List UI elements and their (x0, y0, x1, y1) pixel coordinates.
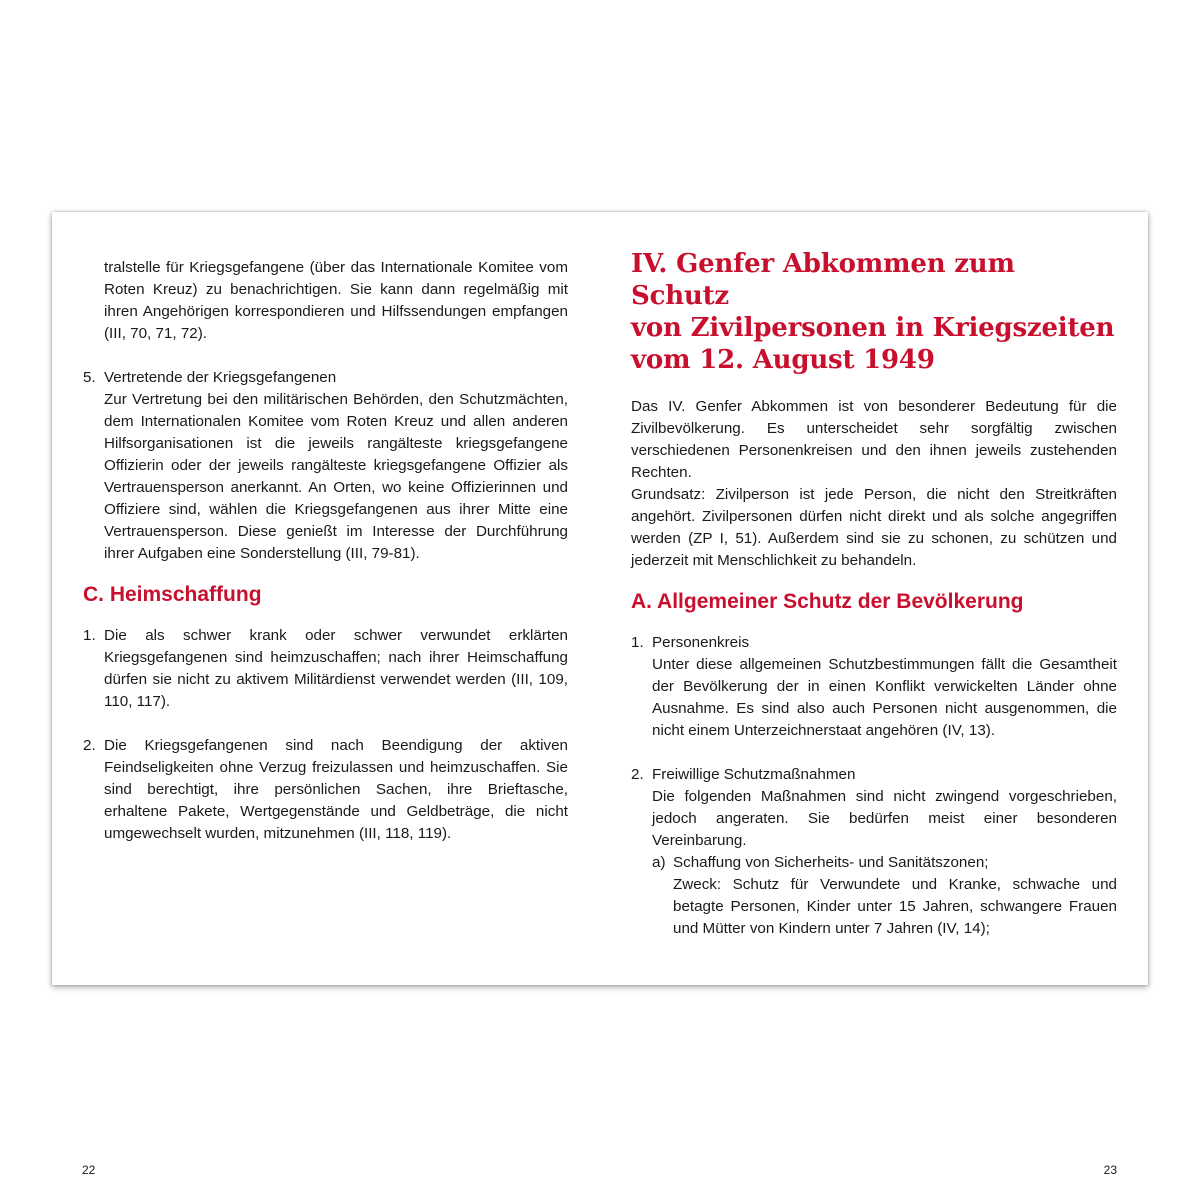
principle-paragraph: Grundsatz: Zivilperson ist jede Person, die nicht den Streitkräften angehört. Zivilpersonen dürfen nicht direkt und als solche angegriffen werden (ZP I, 51). Außerdem sind sie zu schonen, zu schützen und jederzeit mit Menschlichkeit zu behandeln. (631, 486, 1117, 569)
list-item-body: Unter diese allgemeinen Schutzbestimmungen fällt die Gesamtheit der Bevölkerung der in einen Konflikt verwickelten Länder ohne Ausnahme. Es sind also auch Personen nicht ausgenommen, die nicht einem Unterzeichnerstaat angehören (IV, 13). (652, 656, 1117, 739)
intro-paragraph: Das IV. Genfer Abkommen ist von besonderer Bedeutung für die Zivilbevölkerung. Es unterscheidet sehr sorgfältig zwischen verschiedenen Personenkreisen und den ihnen jeweils zustehenden Rechten. (631, 398, 1117, 481)
chapter-title-line: IV. Genfer Abkommen zum Schutz (631, 249, 1015, 311)
list-item-body: Die folgenden Maßnahmen sind nicht zwingend vorgeschrieben, jedoch angeraten. Sie bedürfen meist einer besonderen Vereinbarung. (652, 788, 1117, 849)
left-page (52, 212, 600, 1177)
left-page-text (83, 257, 568, 845)
sub-item-body: Zweck: Schutz für Verwundete und Kranke, schwache und betagte Personen, Kinder unter 15 Jahren, schwangere Frauen und Mütter von Kindern unter 7 Jahren (IV, 14); (673, 876, 1117, 937)
sub-item-letter: a) (652, 854, 666, 871)
list-item-5 (83, 367, 568, 565)
list-item-title: Vertretende der Kriegsgefangenen (104, 369, 337, 386)
list-item-title: Freiwillige Schutzmaßnahmen (652, 766, 856, 783)
list-item-number: 5. (83, 369, 96, 386)
right-page-text (631, 248, 1117, 940)
page-number: 23 (1103, 1163, 1117, 1177)
sub-item-a (652, 852, 1117, 940)
list-item (83, 625, 568, 713)
section-heading-c: C. Heimschaffung (83, 583, 262, 606)
list-item-title: Personenkreis (652, 634, 750, 651)
list-item-1 (631, 632, 1117, 742)
list-item-number: 2. (83, 737, 96, 754)
book-spread (52, 212, 1148, 1177)
chapter-title-line: vom 12. August 1949 (631, 345, 935, 375)
page-number: 22 (82, 1163, 96, 1177)
section-heading-a: A. Allgemeiner Schutz der Bevölkerung (631, 590, 1024, 613)
sub-item-title: Schaffung von Sicherheits- und Sanitätszonen; (673, 854, 989, 871)
chapter-title (631, 248, 1117, 376)
list-item (83, 735, 568, 845)
list-item-number: 1. (83, 627, 96, 644)
list-item-2 (631, 764, 1117, 940)
list-item-number: 1. (631, 634, 644, 651)
list-item-body: Die Kriegsgefangenen sind nach Beendigung der aktiven Feindseligkeiten ohne Verzug freizulassen und heimzuschaffen. Sie sind berechtigt, ihre persönlichen Sachen, ihre Brieftasche, erhaltene Pakete, Wertgegenstände und Geldbeträge, die nicht umgewechselt wurden, mitzunehmen (III, 118, 119). (104, 737, 568, 842)
list-item-body: Die als schwer krank oder schwer verwundet erklärten Kriegsgefangenen sind heimzuschaffen; nach ihrer Heimschaffung dürfen sie nicht zu aktivem Militärdienst verwendet werden (III, 109, 110, 117). (104, 627, 568, 710)
chapter-title-line: von Zivilpersonen in Kriegszeiten (631, 313, 1115, 343)
list-item-number: 2. (631, 766, 644, 783)
right-page (600, 212, 1148, 1177)
list-item-body: Zur Vertretung bei den militärischen Behörden, den Schutzmächten, dem Internationalen Komitee vom Roten Kreuz und allen anderen Hilfsorganisationen ist die jeweils rangälteste kriegsgefangene Offizierin oder der jeweils rangälteste kriegsgefangene Offizier als Vertrauensperson anerkannt. An Orten, wo keine Offizierinnen und Offiziere sind, wählen die Kriegsgefangenen aus ihrer Mitte eine Vertrauensperson. Diese genießt im Interesse der Durchführung ihrer Aufgaben eine Sonderstellung (III, 79-81). (104, 391, 568, 562)
continuation-text: tralstelle für Kriegsgefangene (über das Internationale Komitee vom Roten Kreuz) zu benachrichtigen. Sie kann dann regelmäßig mit ihren Angehörigen korrespondieren und Hilfssendungen empfangen (III, 70, 71, 72). (104, 259, 568, 342)
continuation-paragraph (83, 257, 568, 345)
